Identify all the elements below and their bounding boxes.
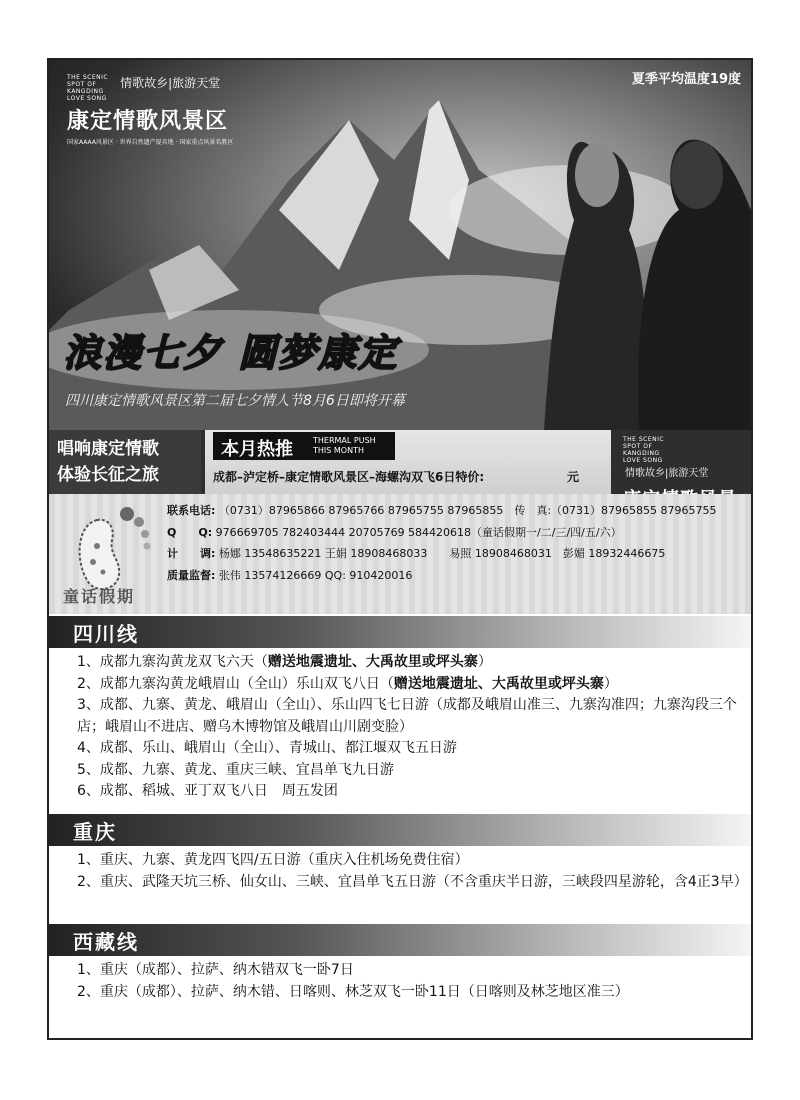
section-title: 西藏线 <box>73 930 139 954</box>
slogan-line-2: 体验长征之旅 <box>57 465 159 485</box>
contact-row <box>167 500 717 522</box>
brand-name: 童话假期 <box>63 587 136 606</box>
section-items-tibet <box>77 960 741 1003</box>
slogan-box <box>49 430 201 494</box>
section-title: 四川线 <box>73 622 139 646</box>
route-item: 6、成都、稻城、亚丁双飞八日 周五发团 <box>77 783 338 799</box>
section-header-tibet <box>49 924 751 956</box>
strip-logo <box>611 430 751 494</box>
logo-tagline: 国家AAAA风景区 · 世界自然遗产提名地 · 国家重点风景名胜区 <box>67 139 234 146</box>
contact-value: （0731）87965866 87965766 87965755 87965855 传 真:（0731）87965855 87965755 <box>218 504 717 517</box>
logo-slogan: 情歌故乡|旅游天堂 <box>120 76 221 90</box>
contact-row <box>167 522 717 544</box>
poster-frame <box>47 58 753 1040</box>
contact-panel <box>49 494 751 614</box>
contact-label: 计 调: <box>167 547 216 560</box>
section-items-chongqing <box>77 850 748 893</box>
section-title: 重庆 <box>73 820 117 844</box>
slogan-line-1: 唱响康定情歌 <box>57 439 159 459</box>
section-header-sichuan <box>49 616 751 648</box>
route-item: 1、重庆（成都）、拉萨、纳木错双飞一卧7日 <box>77 962 354 978</box>
contact-info <box>167 500 717 586</box>
monthly-english <box>313 436 376 456</box>
contact-label: Q Q: <box>167 525 213 539</box>
route-item: 3、成都、九寨、黄龙、峨眉山（全山）、乐山四飞七日游（成都及峨眉山准三、九寨沟准四；九寨沟段三个店；峨眉山不进店、赠乌木博物馆及峨眉山川剧变脸） <box>77 697 737 735</box>
strip-logo-slogan: 情歌故乡|旅游天堂 <box>625 468 709 479</box>
route-item: 2、成都九寨沟黄龙峨眉山（全山）乐山双飞八日（赠送地震遗址、大禹故里或坪头寨） <box>77 675 618 692</box>
contact-value: 杨娜 13548635221 王娟 18908468033 易照 18908468031 彭媚 18932446675 <box>218 547 666 560</box>
route-item: 2、重庆（成都）、拉萨、纳木错、日喀则、林芝双飞一卧11日（日喀则及林芝地区准三） <box>77 983 629 1000</box>
monthly-english-2: THIS MONTH <box>313 446 364 455</box>
contact-label: 联系电话: <box>167 504 216 517</box>
promo-strip <box>49 430 751 494</box>
monthly-title: 本月热推 <box>221 439 293 460</box>
promo-route: 成都–泸定桥–康定情歌风景区–海螺沟双飞6日特价: <box>213 470 485 484</box>
hero-subtitle: 四川康定情歌风景区第二届七夕情人节8月6日即将开幕 <box>65 393 405 409</box>
monthly-promo <box>205 430 611 494</box>
route-item: 1、重庆、九寨、黄龙四飞四/五日游（重庆入住机场免费住宿） <box>77 852 469 868</box>
logo-name: 康定情歌风景区 <box>67 109 229 134</box>
hero-banner <box>49 60 751 430</box>
price-unit: 元 <box>567 470 580 484</box>
contact-row <box>167 565 717 587</box>
contact-value: 976669705 782403444 20705769 584420618（童话假期一/二/三/四/五/六） <box>215 525 622 539</box>
hero-logo <box>67 74 233 146</box>
strip-logo-english: THE SCENIC SPOT OF KANGDING LOVE SONG <box>623 436 665 464</box>
temperature-note: 夏季平均温度19度 <box>631 72 741 87</box>
route-item: 4、成都、乐山、峨眉山（全山）、青城山、都江堰双飞五日游 <box>77 740 457 756</box>
section-items-sichuan <box>77 652 741 803</box>
route-item: 1、成都九寨沟黄龙双飞六天（赠送地震遗址、大禹故里或坪头寨） <box>77 654 492 670</box>
logo-english: THE SCENIC SPOT OF KANGDING LOVE SONG <box>67 74 109 102</box>
monthly-label-box <box>213 432 395 460</box>
contact-label: 质量监督: <box>167 568 216 582</box>
contact-row <box>167 543 717 565</box>
route-item: 5、成都、九寨、黄龙、重庆三峡、宜昌单飞九日游 <box>77 761 394 778</box>
section-header-chongqing <box>49 814 751 846</box>
contact-value: 张伟 13574126669 QQ: 910420016 <box>218 568 413 582</box>
monthly-english-1: THERMAL PUSH <box>313 436 376 445</box>
hero-title: 浪漫七夕 圆梦康定 <box>63 331 399 375</box>
route-item: 2、重庆、武隆天坑三桥、仙女山、三峡、宜昌单飞五日游（不含重庆半日游，三峡段四星游轮，含4正3早） <box>77 873 748 890</box>
